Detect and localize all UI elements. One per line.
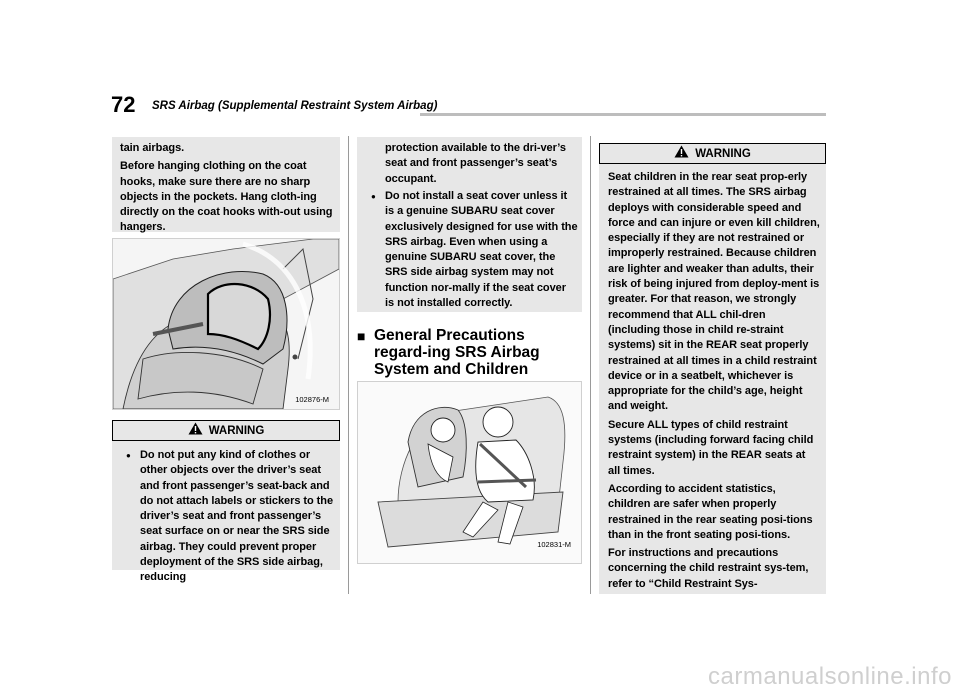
section-square-icon: ■ bbox=[357, 328, 366, 344]
bullet-dot: ● bbox=[371, 192, 376, 201]
hanger-instruction: Before hanging clothing on the coat hooks, make sure there are no sharp objects in the pockets. Hang cloth-ing directly on the coat hooks with-out using hangers. bbox=[120, 160, 333, 234]
warning-text: Do not put any kind of clothes or other objects over the driver’s seat and front passenger’s seat-back and do not attach labels or stickers to the driver’s seat and front passenger’s seat surface on or near the SRS side airbag. They could prevent proper deployment of the SRS side airbag, reducing bbox=[140, 449, 334, 584]
section-heading bbox=[357, 327, 582, 378]
continued-text: protection available to the dri-ver’s seat and front passenger’s seat’s occupant. bbox=[385, 142, 566, 185]
seat-cover-bullet bbox=[363, 189, 578, 311]
warning-body bbox=[608, 170, 820, 595]
seat-cover-text: Do not install a seat cover unless it is a genuine SUBARU seat cover exclusively designed for use with the SRS airbag. Even when using a genuine SUBARU seat cover, the SRS side airbag system may not function nor-mally if the seat cover is not installed correctly. bbox=[385, 190, 578, 310]
warning-bullet bbox=[118, 448, 336, 586]
warning-icon bbox=[674, 145, 689, 158]
header-rule bbox=[420, 113, 826, 116]
warning-label: WARNING bbox=[208, 425, 265, 437]
children-in-rear-seat-drawing bbox=[358, 382, 581, 563]
section-heading-text: General Precautions regard-ing SRS Airbag System and Children bbox=[374, 327, 540, 378]
warning-paragraph: Secure ALL types of child restraint systems (including forward facing child restraint system) in the REAR seats at all times. bbox=[608, 418, 814, 477]
warning-label: WARNING bbox=[695, 148, 751, 160]
warning-header bbox=[112, 420, 340, 441]
seat-airbag-illustration bbox=[112, 238, 340, 410]
watermark: carmanualsonline.info bbox=[708, 663, 952, 690]
warning-box bbox=[599, 143, 826, 594]
warning-continuation-panel bbox=[357, 137, 582, 312]
continuation-line: tain airbags. bbox=[120, 142, 185, 154]
child-seat-illustration bbox=[357, 381, 582, 564]
warning-box bbox=[112, 420, 340, 584]
column-divider bbox=[348, 136, 349, 594]
side-airbag-seat-drawing bbox=[113, 239, 339, 409]
figure-code: 102831-M bbox=[537, 540, 571, 549]
figure-code: 102876-M bbox=[295, 395, 329, 404]
warning-paragraph: For instructions and precautions concerning the child restraint sys-tem, refer to “Child Restraint Sys- bbox=[608, 547, 809, 590]
warning-paragraph: Seat children in the rear seat prop-erly restrained at all times. The SRS airbag deploys with considerable speed and force and can injure or even kill children, especially if they are not restrained or improperly restrained. Because children are lighter and weaker than adults, their risk of being injured from deploy-ment is greater. For that reason, we strongly recommend that ALL chil-dren (including those in child re-straint systems) sit in the REAR seat properly restrained at all times in a child restraint device or in a seatbelt, whichever is appropriate for the child’s age, height and weight. bbox=[608, 171, 820, 413]
page-number: 72 bbox=[111, 92, 136, 117]
warning-header bbox=[599, 143, 826, 164]
column-divider bbox=[590, 136, 591, 594]
warning-paragraph: According to accident statistics, children are safer when properly restrained in the rear seating posi-tions than in the front seating posi-tions. bbox=[608, 482, 813, 541]
continuation-panel bbox=[112, 137, 340, 232]
continued-bullet bbox=[363, 141, 578, 187]
section-title: SRS Airbag (Supplemental Restraint System Airbag) bbox=[152, 100, 438, 112]
bullet-dot: ● bbox=[126, 451, 131, 460]
warning-icon bbox=[188, 422, 203, 435]
